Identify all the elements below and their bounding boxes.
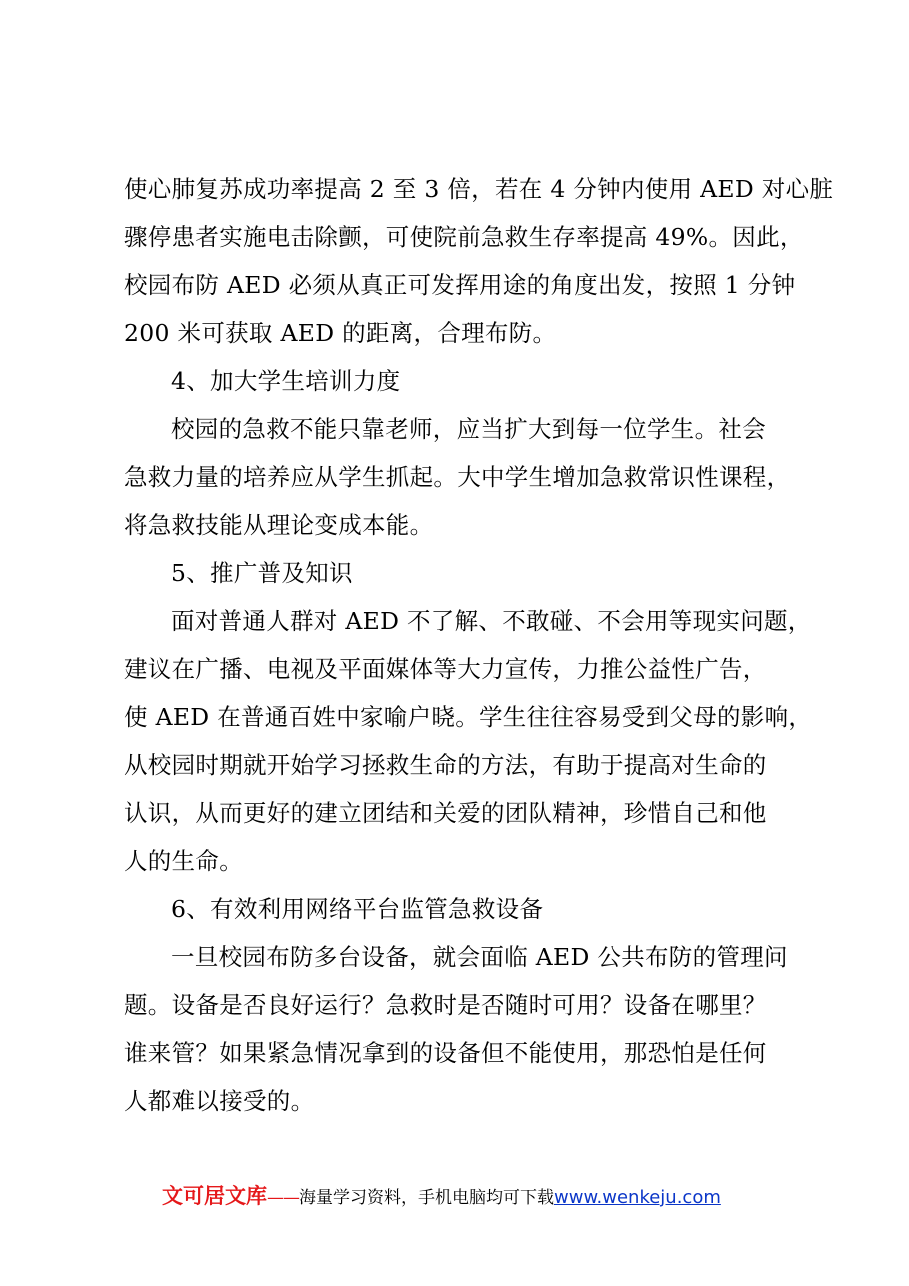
text-line: 5、推广普及知识 xyxy=(171,559,353,587)
text-line: 人的生命。 xyxy=(124,847,243,875)
text-line: 一旦校园布防多台设备，就会面临 AED 公共布防的管理问 xyxy=(171,943,788,971)
text-line: 校园布防 AED 必须从真正可发挥用途的角度出发，按照 1 分钟 xyxy=(124,271,796,299)
text-line: 校园的急救不能只靠老师，应当扩大到每一位学生。社会 xyxy=(171,415,766,443)
text-line: 题。设备是否良好运行？急救时是否随时可用？设备在哪里？ xyxy=(124,991,767,1019)
text-line: 4、加大学生培训力度 xyxy=(171,367,401,395)
footer-link[interactable]: www.wenkeju.com xyxy=(554,1187,721,1208)
text-line: 6、有效利用网络平台监管急救设备 xyxy=(171,895,544,923)
text-line: 200 米可获取 AED 的距离，合理布防。 xyxy=(124,319,557,347)
text-line: 将急救技能从理论变成本能。 xyxy=(124,511,434,539)
footer-banner xyxy=(162,1181,721,1211)
text-line: 人都难以接受的。 xyxy=(124,1087,315,1115)
text-line: 使 AED 在普通百姓中家喻户晓。学生往往容易受到父母的影响， xyxy=(124,703,813,731)
footer-brand: 文可居文库 xyxy=(162,1184,267,1208)
text-line: 使心肺复苏成功率提高 2 至 3 倍，若在 4 分钟内使用 AED 对心脏 xyxy=(124,175,834,203)
document-body xyxy=(124,165,834,1125)
footer-dash: —— xyxy=(267,1188,299,1208)
footer-slogan: 海量学习资料，手机电脑均可下载 xyxy=(299,1188,554,1208)
text-line: 谁来管？如果紧急情况拿到的设备但不能使用，那恐怕是任何 xyxy=(124,1039,767,1067)
text-line: 急救力量的培养应从学生抓起。大中学生增加急救常识性课程， xyxy=(124,463,791,491)
text-line: 建议在广播、电视及平面媒体等大力宣传，力推公益性广告， xyxy=(124,655,767,683)
text-line: 认识，从而更好的建立团结和关爱的团队精神，珍惜自己和他 xyxy=(124,799,767,827)
text-line: 骤停患者实施电击除颤，可使院前急救生存率提高 49%。因此， xyxy=(124,223,804,251)
text-line: 从校园时期就开始学习拯救生命的方法，有助于提高对生命的 xyxy=(124,751,767,779)
text-line: 面对普通人群对 AED 不了解、不敢碰、不会用等现实问题， xyxy=(171,607,812,635)
